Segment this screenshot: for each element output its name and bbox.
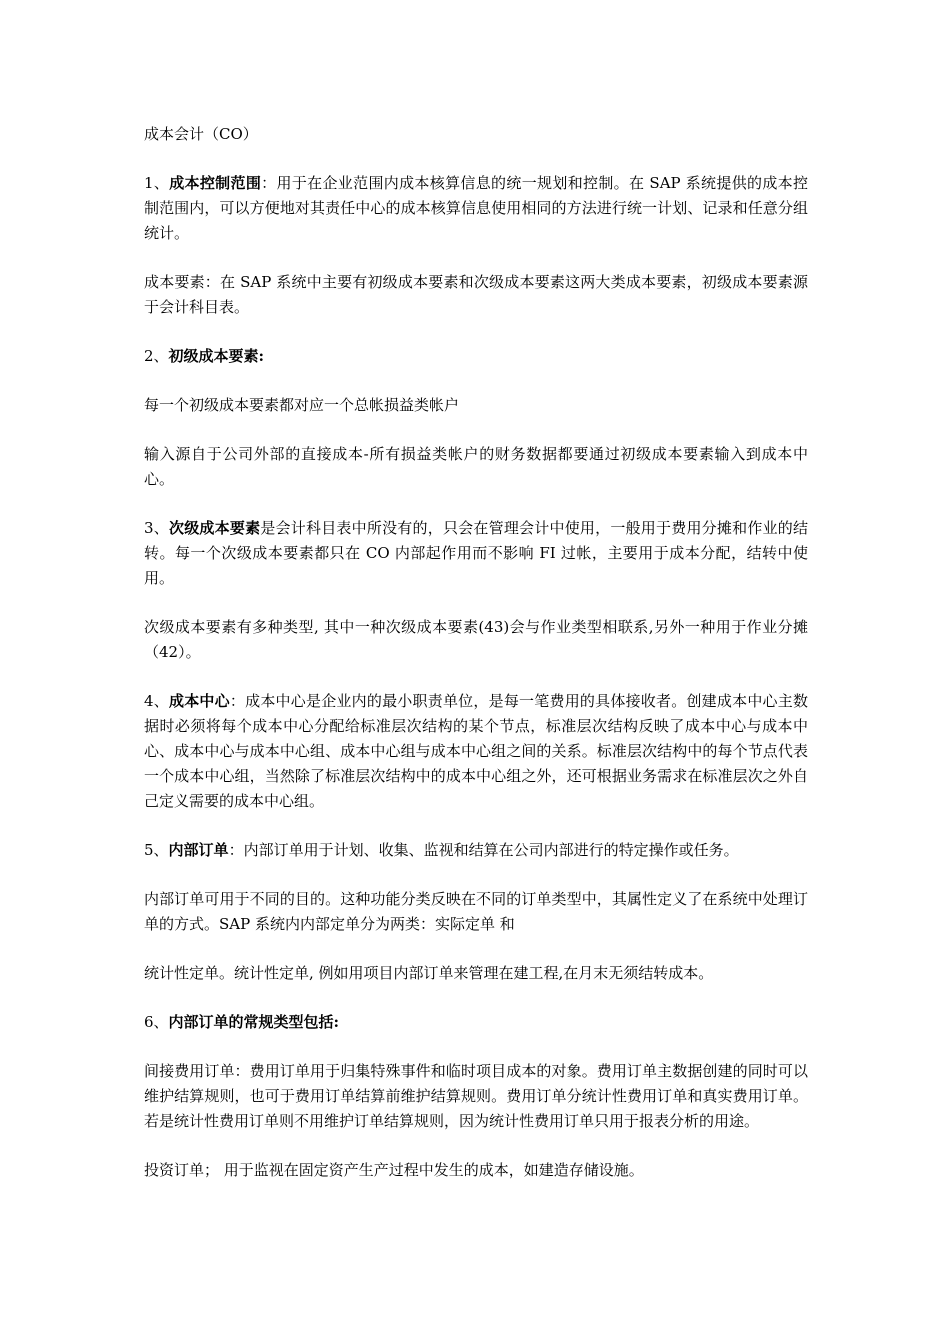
- document-body: [144, 122, 808, 1207]
- paragraph-text: ：成本中心是企业内的最小职责单位，是每一笔费用的具体接收者。创建成本中心主数据时必须将每个成本中心分配给标准层次结构的某个节点，标准层次结构反映了成本中心与成本中心、成本中心与成本中心组、成本中心组与成本中心组之间的关系。标准层次结构中的每个节点代表一个成本中心组，当然除了标准层次结构中的成本中心组之外，还可根据业务需求在标准层次之外自己定义需要的成本中心组。: [144, 692, 808, 810]
- paragraph-investment-order: 投资订单； 用于监视在固定资产生产过程中发生的成本，如建造存储设施。: [144, 1161, 644, 1179]
- paragraph-primary-input-source: 输入源自于公司外部的直接成本-所有损益类帐户的财务数据都要通过初级成本要素输入到成本中心。: [144, 445, 808, 488]
- paragraph-internal-order: [144, 838, 808, 863]
- term-cost-controlling-area: 成本控制范围: [169, 174, 262, 192]
- paragraph-text: ：用于在企业范围内成本核算信息的统一规划和控制。在 SAP 系统提供的成本控制范围内，可以方便地对其责任中心的成本核算信息使用相同的方法进行统一计划、记录和任意分组统计。: [144, 174, 808, 242]
- paragraph-overhead-order: 间接费用订单：费用订单用于归集特殊事件和临时项目成本的对象。费用订单主数据创建的同时可以维护结算规则，也可于费用订单结算前维护结算规则。费用订单分统计性费用订单和真实费用订单。若是统计性费用订单则不用维护订单结算规则，因为统计性费用订单只用于报表分析的用途。: [144, 1062, 808, 1130]
- section-number: 6、: [144, 1013, 169, 1031]
- paragraph-cost-elements: 成本要素：在 SAP 系统中主要有初级成本要素和次级成本要素这两大类成本要素，初级成本要素源于会计科目表。: [144, 273, 808, 316]
- section-number: 1、: [144, 174, 170, 192]
- paragraph-secondary-types: 次级成本要素有多种类型, 其中一种次级成本要素(43)会与作业类型相联系,另外一种用于作业分摊（42）。: [144, 618, 808, 661]
- paragraph-text: ：内部订单用于计划、收集、监视和结算在公司内部进行的特定操作或任务。: [228, 841, 739, 859]
- heading-internal-order-types: [144, 1010, 808, 1035]
- document-title: 成本会计（CO）: [144, 125, 258, 143]
- paragraph-internal-order-purposes: 内部订单可用于不同的目的。这种功能分类反映在不同的订单类型中，其属性定义了在系统中处理订单的方式。SAP 系统内内部定单分为两类：实际定单 和: [144, 890, 808, 933]
- term-secondary-cost-elements: 次级成本要素: [168, 519, 261, 537]
- term-cost-center: 成本中心: [168, 692, 230, 710]
- term-internal-order: 内部订单: [168, 841, 229, 859]
- section-number: 3、: [144, 519, 169, 537]
- term-internal-order-types: 内部订单的常规类型包括:: [168, 1013, 340, 1031]
- heading-primary-cost-elements: [144, 344, 808, 369]
- term-primary-cost-elements: 初级成本要素:: [168, 347, 265, 365]
- section-number: 5、: [144, 841, 169, 859]
- paragraph-statistical-order: 统计性定单。统计性定单, 例如用项目内部订单来管理在建工程,在月末无须结转成本。: [144, 964, 714, 982]
- section-number: 4、: [144, 692, 169, 710]
- section-number: 2、: [144, 347, 169, 365]
- paragraph-text: 是会计科目表中所没有的，只会在管理会计中使用，一般用于费用分摊和作业的结转。每一个次级成本要素都只在 CO 内部起作用而不影响 FI 过帐，主要用于成本分配，结转中使用。: [144, 519, 808, 587]
- paragraph-secondary-cost-elements: [144, 516, 808, 591]
- paragraph-cost-controlling-area: [144, 171, 808, 246]
- paragraph-cost-center: [144, 689, 808, 814]
- paragraph-primary-gl-account: 每一个初级成本要素都对应一个总帐损益类帐户: [144, 396, 460, 414]
